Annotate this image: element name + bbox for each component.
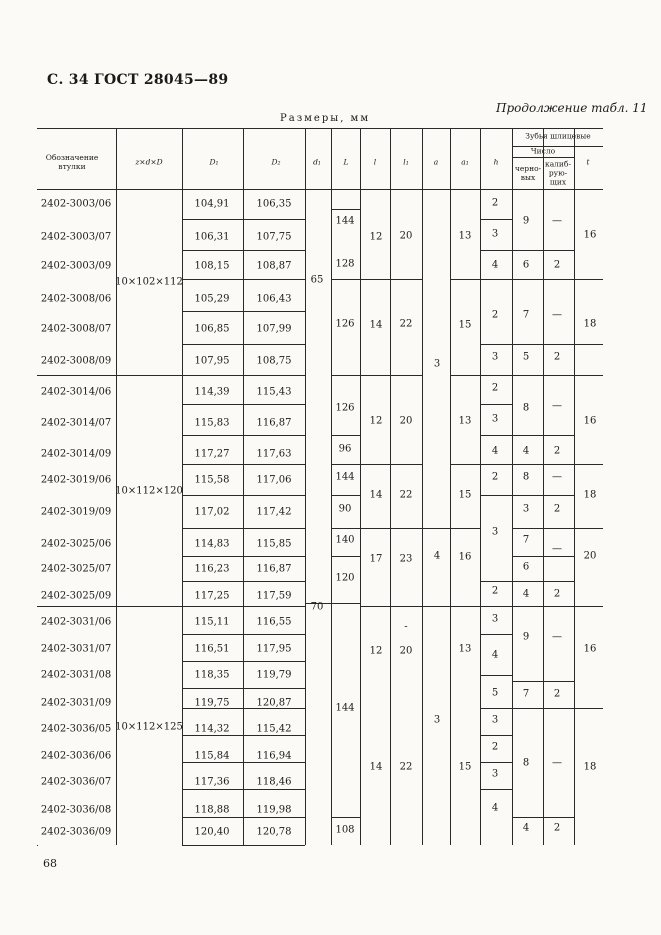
a-cell: 3 bbox=[433, 358, 441, 370]
row-D1: 106,31 bbox=[194, 231, 230, 243]
l1-cell: 20 bbox=[399, 230, 413, 242]
rough-cell: 6 bbox=[522, 259, 530, 271]
table-rule bbox=[331, 435, 360, 436]
table-rule bbox=[182, 845, 305, 846]
table-rule bbox=[480, 675, 512, 676]
a1-cell: 15 bbox=[458, 489, 472, 501]
table-rule bbox=[422, 528, 450, 529]
table-rule bbox=[480, 128, 481, 189]
table-rule bbox=[422, 606, 450, 607]
table-rule bbox=[512, 495, 574, 496]
table-rule bbox=[182, 128, 183, 189]
h-cell: 2 bbox=[491, 309, 499, 321]
row-D1: 118,88 bbox=[194, 804, 230, 816]
table-rule bbox=[305, 128, 306, 189]
row-D2: 115,85 bbox=[256, 538, 292, 550]
zdD-cell: 10×112×120 bbox=[115, 485, 183, 497]
calib-cell: — bbox=[552, 215, 562, 227]
row-D1: 115,83 bbox=[194, 417, 230, 429]
page-header-title: С. 34 ГОСТ 28045—89 bbox=[47, 72, 229, 88]
table-rule bbox=[331, 817, 360, 818]
row-D2: 116,87 bbox=[256, 417, 292, 429]
table-rule bbox=[182, 762, 305, 763]
table-rule bbox=[182, 634, 305, 635]
row-D1: 114,39 bbox=[194, 386, 230, 398]
calib-cell: — bbox=[552, 400, 562, 412]
table-rule bbox=[182, 344, 305, 345]
col-header-D1: D₁ bbox=[209, 157, 219, 167]
table-rule bbox=[37, 606, 182, 607]
table-rule bbox=[116, 128, 117, 189]
a-cell: 4 bbox=[433, 550, 441, 562]
row-designation: 2402-3003/09 bbox=[40, 260, 112, 272]
table-rule bbox=[480, 219, 512, 220]
table-rule bbox=[390, 189, 391, 845]
l1-cell: 20 bbox=[399, 645, 413, 657]
calib-cell: — bbox=[552, 309, 562, 321]
rough-cell: 9 bbox=[522, 215, 530, 227]
table-rule bbox=[512, 708, 574, 709]
table-rule bbox=[480, 789, 512, 790]
zdD-cell: 10×102×112 bbox=[115, 276, 183, 288]
a1-cell: 15 bbox=[458, 761, 472, 773]
row-D2: 106,35 bbox=[256, 198, 292, 210]
L-cell: 108 bbox=[335, 824, 355, 836]
table-rule bbox=[512, 250, 574, 251]
table-rule bbox=[182, 311, 305, 312]
table-rule bbox=[182, 817, 305, 818]
table-rule bbox=[360, 528, 422, 529]
L-cell: 144 bbox=[335, 471, 355, 483]
row-D2: 116,55 bbox=[256, 616, 292, 628]
row-designation: 2402-3036/06 bbox=[40, 750, 112, 762]
row-designation: 2402-3025/07 bbox=[40, 563, 112, 575]
row-D2: 115,43 bbox=[256, 386, 292, 398]
table-rule bbox=[480, 375, 512, 376]
table-rule bbox=[512, 464, 574, 465]
h-cell: 3 bbox=[491, 351, 499, 363]
rough-cell: 7 bbox=[522, 534, 530, 546]
table-rule bbox=[480, 344, 512, 345]
h-cell: 4 bbox=[491, 802, 499, 814]
d1-cell: 70 bbox=[310, 601, 324, 613]
row-designation: 2402-3031/08 bbox=[40, 669, 112, 681]
table-rule bbox=[480, 404, 512, 405]
l-cell: 14 bbox=[369, 761, 383, 773]
rough-cell: 8 bbox=[522, 757, 530, 769]
row-designation: 2402-3003/07 bbox=[40, 231, 112, 243]
table-rule bbox=[182, 556, 305, 557]
table-rule bbox=[390, 128, 391, 189]
row-designation: 2402-3036/09 bbox=[40, 826, 112, 838]
table-rule bbox=[37, 845, 38, 846]
zdD-cell: 10×112×125 bbox=[115, 721, 183, 733]
row-D1: 106,85 bbox=[194, 323, 230, 335]
a1-cell: 13 bbox=[458, 415, 472, 427]
calib-cell: 2 bbox=[553, 688, 561, 700]
calib-cell: — bbox=[552, 471, 562, 483]
table-rule bbox=[512, 189, 513, 845]
col-header-t: t bbox=[586, 157, 590, 167]
h-cell: 4 bbox=[491, 649, 499, 661]
L-cell: 90 bbox=[338, 503, 352, 515]
row-D2: 108,75 bbox=[256, 355, 292, 367]
rough-cell: 6 bbox=[522, 561, 530, 573]
table-rule bbox=[480, 581, 512, 582]
h-cell: 3 bbox=[491, 526, 499, 538]
table-rule bbox=[360, 128, 361, 189]
h-cell: 3 bbox=[491, 413, 499, 425]
row-designation: 2402-3036/05 bbox=[40, 723, 112, 735]
col-header-d1: d₁ bbox=[313, 157, 321, 167]
rough-cell: 8 bbox=[522, 402, 530, 414]
row-D2: 107,75 bbox=[256, 231, 292, 243]
l-cell: 12 bbox=[369, 415, 383, 427]
row-D1: 115,84 bbox=[194, 750, 230, 762]
table-rule bbox=[182, 279, 305, 280]
row-D1: 115,11 bbox=[194, 616, 230, 628]
table-rule bbox=[512, 606, 574, 607]
rough-cell: 8 bbox=[522, 471, 530, 483]
col-header-a1: a₁ bbox=[461, 157, 469, 167]
table-rule bbox=[182, 606, 305, 607]
table-rule bbox=[574, 189, 575, 845]
row-designation: 2402-3019/09 bbox=[40, 506, 112, 518]
calib-cell: — bbox=[552, 757, 562, 769]
col-header-designation: Обозначение втулки bbox=[45, 153, 99, 171]
h-cell: 2 bbox=[491, 197, 499, 209]
col-header-D2: D₂ bbox=[271, 157, 281, 167]
row-D2: 117,63 bbox=[256, 448, 292, 460]
table-rule bbox=[360, 279, 422, 280]
L-cell: 144 bbox=[335, 702, 355, 714]
row-designation: 2402-3025/09 bbox=[40, 590, 112, 602]
h-cell: 3 bbox=[491, 613, 499, 625]
row-D1: 107,95 bbox=[194, 355, 230, 367]
row-D2: 117,42 bbox=[256, 506, 292, 518]
table-rule bbox=[574, 464, 603, 465]
row-D2: 116,94 bbox=[256, 750, 292, 762]
L-cell: 126 bbox=[335, 318, 355, 330]
row-D2: 115,42 bbox=[256, 723, 292, 735]
table-rule bbox=[512, 146, 603, 147]
row-D1: 119,75 bbox=[194, 697, 230, 709]
table-rule bbox=[574, 344, 603, 345]
table-rule bbox=[480, 279, 512, 280]
calib-cell: 2 bbox=[553, 822, 561, 834]
table-rule bbox=[37, 375, 182, 376]
L-cell: 126 bbox=[335, 402, 355, 414]
col-header-L: L bbox=[343, 157, 349, 167]
col-header-l1: l₁ bbox=[403, 157, 409, 167]
col-header-teeth: Зубья шлицевые bbox=[525, 131, 591, 141]
row-D1: 116,23 bbox=[194, 563, 230, 575]
table-rule bbox=[480, 495, 512, 496]
table-rule bbox=[182, 688, 305, 689]
row-D1: 108,15 bbox=[194, 260, 230, 272]
row-designation: 2402-3031/09 bbox=[40, 697, 112, 709]
row-designation: 2402-3031/06 bbox=[40, 616, 112, 628]
table-rule bbox=[37, 128, 603, 129]
row-D2: 117,59 bbox=[256, 590, 292, 602]
table-rule bbox=[360, 606, 422, 607]
calib-cell: 2 bbox=[553, 445, 561, 457]
h-cell: 4 bbox=[491, 259, 499, 271]
table-rule bbox=[450, 128, 451, 189]
row-D2: 107,99 bbox=[256, 323, 292, 335]
h-cell: 2 bbox=[491, 471, 499, 483]
table-rule bbox=[182, 735, 305, 736]
table-rule bbox=[422, 189, 423, 845]
row-designation: 2402-3019/06 bbox=[40, 474, 112, 486]
t-cell: 20 bbox=[583, 550, 597, 562]
t-cell: 16 bbox=[583, 415, 597, 427]
table-rule bbox=[360, 375, 422, 376]
table-rule bbox=[450, 279, 480, 280]
table-rule bbox=[480, 606, 512, 607]
row-D1: 117,25 bbox=[194, 590, 230, 602]
table-continuation-caption: Продолжение табл. 11 bbox=[496, 101, 648, 115]
table-rule bbox=[574, 279, 603, 280]
table-rule bbox=[512, 817, 574, 818]
table-rule bbox=[182, 581, 305, 582]
row-designation: 2402-3031/07 bbox=[40, 643, 112, 655]
table-rule bbox=[480, 735, 512, 736]
L-cell: 144 bbox=[335, 215, 355, 227]
table-rule bbox=[574, 375, 603, 376]
l-cell: 12 bbox=[369, 645, 383, 657]
col-header-a: a bbox=[433, 157, 439, 167]
table-rule bbox=[512, 681, 574, 682]
table-rule bbox=[331, 528, 360, 529]
table-rule bbox=[450, 189, 451, 845]
col-header-l: l bbox=[373, 157, 377, 167]
table-rule bbox=[182, 661, 305, 662]
table-rule bbox=[182, 495, 305, 496]
h-cell: 5 bbox=[491, 687, 499, 699]
table-rule bbox=[305, 189, 306, 845]
h-cell: 2 bbox=[491, 585, 499, 597]
row-D1: 120,40 bbox=[194, 826, 230, 838]
table-rule bbox=[360, 189, 361, 845]
table-rule bbox=[331, 556, 360, 557]
table-rule bbox=[182, 435, 305, 436]
row-D2: 118,46 bbox=[256, 776, 292, 788]
L-cell: 120 bbox=[335, 572, 355, 584]
row-designation: 2402-3025/06 bbox=[40, 538, 112, 550]
table-rule bbox=[182, 528, 305, 529]
table-rule bbox=[512, 375, 574, 376]
L-cell: 96 bbox=[338, 443, 352, 455]
t-cell: 16 bbox=[583, 643, 597, 655]
row-D2: 106,43 bbox=[256, 293, 292, 305]
table-rule bbox=[543, 189, 544, 845]
h-cell: 2 bbox=[491, 382, 499, 394]
table-rule bbox=[480, 634, 512, 635]
table-rule bbox=[450, 375, 480, 376]
h-cell: 3 bbox=[491, 228, 499, 240]
table-rule bbox=[182, 404, 305, 405]
row-D2: 120,87 bbox=[256, 697, 292, 709]
a1-cell: 13 bbox=[458, 230, 472, 242]
rough-cell: 9 bbox=[522, 631, 530, 643]
rough-cell: 3 bbox=[522, 503, 530, 515]
table-rule bbox=[182, 250, 305, 251]
table-rule bbox=[480, 762, 512, 763]
rough-cell: 4 bbox=[522, 588, 530, 600]
t-cell: 18 bbox=[583, 761, 597, 773]
row-D1: 104,91 bbox=[194, 198, 230, 210]
a1-cell: 16 bbox=[458, 551, 472, 563]
table-rule bbox=[574, 708, 603, 709]
sizes-caption: Размеры, мм bbox=[280, 113, 371, 124]
table-rule bbox=[331, 375, 360, 376]
table-rule bbox=[480, 708, 512, 709]
calib-cell: — bbox=[552, 543, 562, 555]
l-cell: 14 bbox=[369, 489, 383, 501]
l1-cell: 22 bbox=[399, 318, 413, 330]
table-rule bbox=[182, 464, 305, 465]
row-designation: 2402-3008/09 bbox=[40, 355, 112, 367]
a-cell: 3 bbox=[433, 714, 441, 726]
row-D2: 119,79 bbox=[256, 669, 292, 681]
col-header-h: h bbox=[493, 157, 499, 167]
calib-cell: 2 bbox=[553, 588, 561, 600]
calib-cell: — bbox=[552, 631, 562, 643]
row-designation: 2402-3008/06 bbox=[40, 293, 112, 305]
L-cell: 140 bbox=[335, 534, 355, 546]
table-rule bbox=[512, 581, 574, 582]
page-number: 68 bbox=[43, 857, 57, 870]
row-D1: 117,02 bbox=[194, 506, 230, 518]
table-rule bbox=[512, 528, 574, 529]
h-cell: 2 bbox=[491, 741, 499, 753]
calib-cell: 2 bbox=[553, 503, 561, 515]
calib-cell: 2 bbox=[553, 351, 561, 363]
rough-cell: 4 bbox=[522, 445, 530, 457]
rough-cell: 4 bbox=[522, 822, 530, 834]
row-D2: 117,06 bbox=[256, 474, 292, 486]
row-designation: 2402-3036/07 bbox=[40, 776, 112, 788]
row-D1: 117,36 bbox=[194, 776, 230, 788]
table-rule bbox=[37, 189, 603, 190]
table-rule bbox=[182, 789, 305, 790]
l-cell: 17 bbox=[369, 553, 383, 565]
h-cell: 3 bbox=[491, 714, 499, 726]
l1-cell: 23 bbox=[399, 553, 413, 565]
table-rule bbox=[331, 209, 360, 210]
table-rule bbox=[331, 495, 360, 496]
row-D1: 118,35 bbox=[194, 669, 230, 681]
table-rule bbox=[480, 189, 481, 845]
row-D2: 120,78 bbox=[256, 826, 292, 838]
row-D1: 117,27 bbox=[194, 448, 230, 460]
table-rule bbox=[574, 606, 603, 607]
a1-cell: 15 bbox=[458, 319, 472, 331]
row-D1: 114,83 bbox=[194, 538, 230, 550]
row-designation: 2402-3008/07 bbox=[40, 323, 112, 335]
table-rule bbox=[331, 128, 332, 189]
table-rule bbox=[331, 189, 332, 845]
row-D2: 119,98 bbox=[256, 804, 292, 816]
table-rule bbox=[450, 464, 480, 465]
table-rule bbox=[574, 528, 603, 529]
table-rule bbox=[243, 189, 244, 845]
L-cell: 128 bbox=[335, 258, 355, 270]
table-rule bbox=[360, 464, 422, 465]
row-designation: 2402-3036/08 bbox=[40, 804, 112, 816]
col-header-calib: калиб-рую-щих bbox=[545, 159, 571, 187]
col-header-rough: черно-вых bbox=[514, 164, 542, 182]
table-rule bbox=[512, 279, 574, 280]
l1-cell: 22 bbox=[399, 489, 413, 501]
calib-cell: 2 bbox=[553, 259, 561, 271]
row-designation: 2402-3014/06 bbox=[40, 386, 112, 398]
row-D2: 116,87 bbox=[256, 563, 292, 575]
table-rule bbox=[331, 279, 360, 280]
table-rule bbox=[512, 435, 574, 436]
row-designation: 2402-3014/07 bbox=[40, 417, 112, 429]
table-rule bbox=[182, 219, 305, 220]
table-rule bbox=[243, 128, 244, 189]
l-cell: 12 bbox=[369, 231, 383, 243]
d1-cell: 65 bbox=[310, 274, 324, 286]
h-cell: 3 bbox=[491, 768, 499, 780]
a1-cell: 13 bbox=[458, 643, 472, 655]
rough-cell: 7 bbox=[522, 688, 530, 700]
row-D1: 115,58 bbox=[194, 474, 230, 486]
table-rule bbox=[480, 435, 512, 436]
table-rule bbox=[450, 528, 480, 529]
table-rule bbox=[512, 556, 574, 557]
row-designation: 2402-3014/09 bbox=[40, 448, 112, 460]
row-D1: 105,29 bbox=[194, 293, 230, 305]
row-D1: 116,51 bbox=[194, 643, 230, 655]
h-cell: 4 bbox=[491, 445, 499, 457]
l-cell: 14 bbox=[369, 319, 383, 331]
rough-cell: 5 bbox=[522, 351, 530, 363]
table-rule bbox=[182, 375, 305, 376]
row-designation: 2402-3003/06 bbox=[40, 198, 112, 210]
l1-cell: 20 bbox=[399, 415, 413, 427]
table-rule bbox=[480, 464, 512, 465]
t-cell: 18 bbox=[583, 318, 597, 330]
table-rule bbox=[450, 606, 480, 607]
col-header-count: Число bbox=[530, 146, 556, 156]
row-D1: 114,32 bbox=[194, 723, 230, 735]
rough-cell: 7 bbox=[522, 309, 530, 321]
l1-cell: 22 bbox=[399, 761, 413, 773]
table-rule bbox=[422, 128, 423, 189]
t-cell: 18 bbox=[583, 489, 597, 501]
stray-dash: - bbox=[404, 621, 408, 633]
table-rule bbox=[331, 603, 360, 604]
t-cell: 16 bbox=[583, 229, 597, 241]
table-rule bbox=[480, 250, 512, 251]
table-rule bbox=[512, 344, 574, 345]
table-rule bbox=[331, 464, 360, 465]
col-header-zdD: z×d×D bbox=[135, 157, 163, 167]
row-D2: 117,95 bbox=[256, 643, 292, 655]
row-D2: 108,87 bbox=[256, 260, 292, 272]
